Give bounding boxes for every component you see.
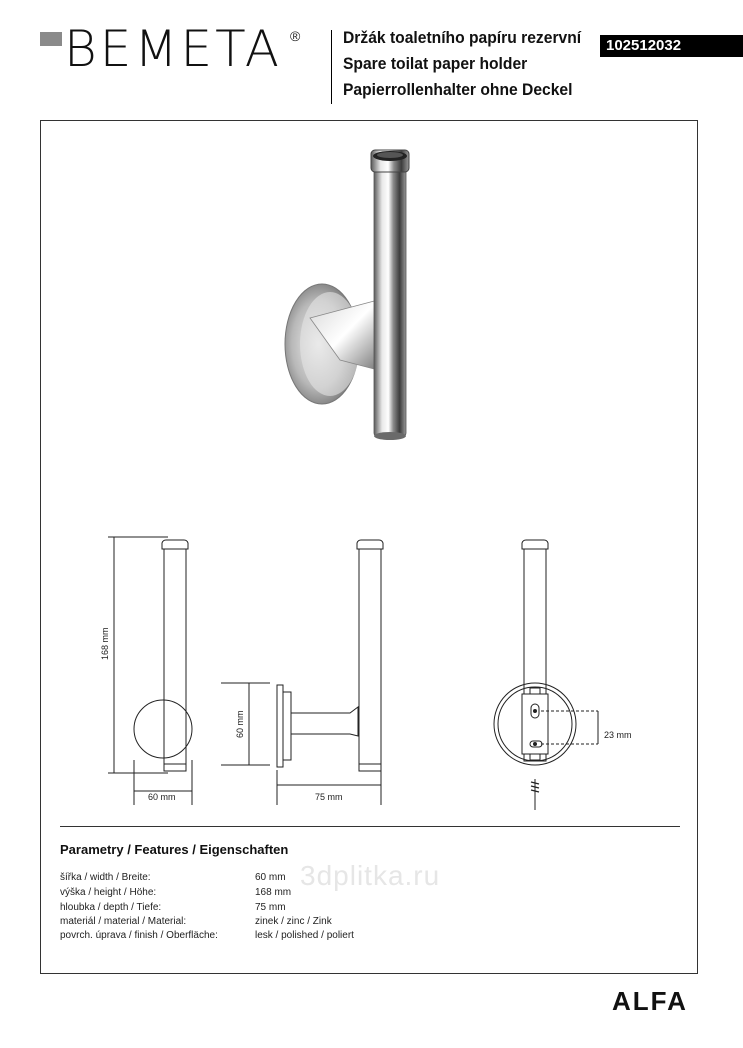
parameter-row <box>60 930 460 944</box>
front-view <box>134 540 192 771</box>
height-dimension-label: 168 mm <box>100 627 110 660</box>
side-view <box>277 540 383 771</box>
title-czech: Držák toaletního papíru rezervní <box>343 28 582 47</box>
parameter-value: lesk / polished / poliert <box>255 930 354 941</box>
parameter-value: 75 mm <box>255 902 286 913</box>
logo-wordmark: BEMETA <box>64 20 282 78</box>
watermark: 3dplitka.ru <box>300 860 441 891</box>
parameter-row <box>60 916 460 930</box>
width-dimension-label: 60 mm <box>148 792 176 802</box>
parameter-label: povrch. úprava / finish / Oberfläche: <box>60 930 218 941</box>
parameter-value: 168 mm <box>255 887 292 898</box>
series-name: ALFA <box>612 986 688 1016</box>
parameter-label: výška / height / Höhe: <box>60 887 157 898</box>
parameter-label: hloubka / depth / Tiefe: <box>60 902 162 913</box>
back-view <box>494 540 598 810</box>
title-english: Spare toilat paper holder <box>343 54 528 73</box>
parameter-row <box>60 902 460 916</box>
parameters-title: Parametry / Features / Eigenschaften <box>60 842 289 857</box>
product-code: 102512032 <box>600 35 743 57</box>
title-german: Papierrollenhalter ohne Deckel <box>343 80 573 99</box>
parameter-label: šířka / width / Breite: <box>60 872 151 883</box>
rosette-dimension-label: 60 mm <box>235 710 245 738</box>
parameter-label: materiál / material / Material: <box>60 916 187 927</box>
parameter-value: zinek / zinc / Zink <box>255 916 332 927</box>
spacing-dimension-label: 23 mm <box>604 730 632 740</box>
technical-drawings <box>108 537 598 810</box>
product-photo <box>285 150 409 440</box>
parameters-divider <box>60 826 680 827</box>
registered-mark: ® <box>290 28 301 44</box>
parameter-value: 60 mm <box>255 872 286 883</box>
depth-dimension-label: 75 mm <box>315 792 343 802</box>
